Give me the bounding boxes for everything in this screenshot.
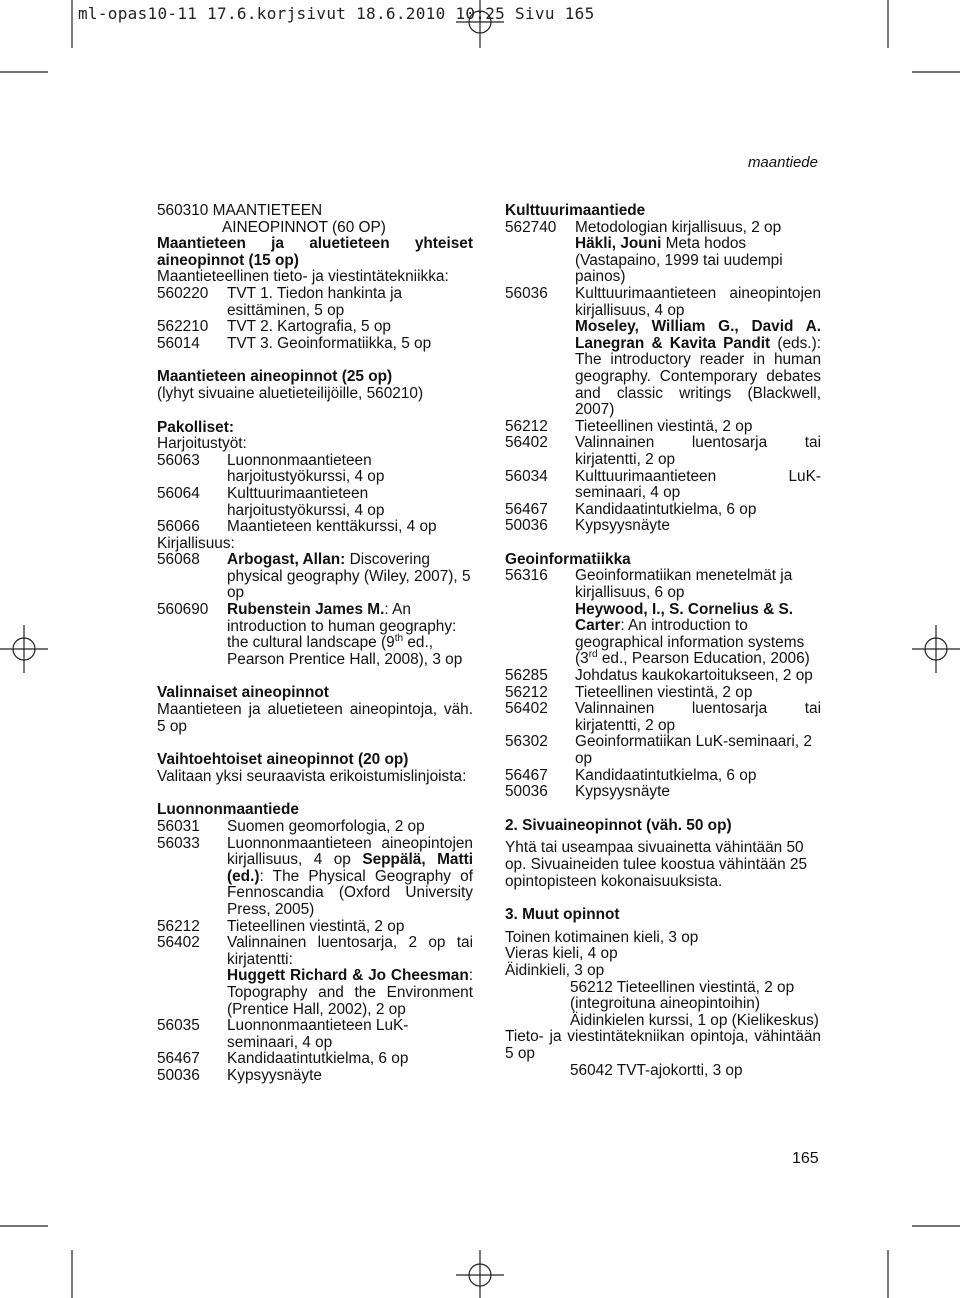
course-row: 56034 Kulttuurimaantieteen LuK-seminaari, 4 op — [505, 467, 821, 502]
luonnonmaantiede-heading: Luonnonmaantiede — [157, 801, 299, 819]
course-row: 50036 Kypsyysnäyte — [505, 783, 670, 801]
course-row: 56033 Luonnonmaantieteen aineopintojen kirjallisuus, 4 op Seppälä, Matti (ed.): The Physical Geography of Fennoscandia (Oxford University Press, 2005) — [157, 834, 473, 918]
left-column — [157, 203, 473, 1085]
muut-item: Tieto- ja viestintätekniikan opintoja, vähintään 5 op — [505, 1028, 821, 1062]
muut-subitem: 56042 TVT-ajokortti, 3 op — [570, 1061, 743, 1079]
course-row: 56035 Luonnonmaantieteen LuK-seminaari, 4 op — [157, 1017, 409, 1051]
course-row: 56064 Kulttuurimaantieteen harjoitustyökurssi, 4 op — [157, 484, 385, 519]
course-row: 562210 TVT 2. Kartografia, 5 op — [157, 318, 391, 336]
muut-item: Vieras kieli, 4 op — [505, 945, 618, 963]
course-row: 56068 Arbogast, Allan: Discovering physical geography (Wiley, 2007), 5 op — [157, 551, 471, 602]
sivuaineopinnot-text: Yhtä tai useampaa sivuainetta vähintään 50 op. Sivuaineiden tulee koostua vähintään 25 opintopisteen kokonaisuuksista. — [505, 839, 808, 890]
course-row: 56302 Geoinformatiikan LuK-seminaari, 2 op — [505, 733, 812, 767]
course-row: 56467 Kandidaatintutkielma, 6 op — [505, 500, 757, 518]
registration-mark-right — [912, 625, 960, 673]
right-column — [505, 203, 821, 1079]
course-row: 562740 Metodologian kirjallisuus, 2 op Häkli, Jouni Meta hodos (Vastapaino, 1999 tai uudempi painos) — [505, 218, 783, 286]
harjoitustyot-label: Harjoitustyöt: — [157, 435, 247, 453]
course-row: 56285 Johdatus kaukokartoitukseen, 2 op — [505, 667, 813, 685]
course-row: 56036 Kulttuurimaantieteen aineopintojen kirjallisuus, 4 op Moseley, William G., David A. Lanegran & Kavita Pandit (eds.): The introductory reader in human geography. Contemporary debates and classic writings (Blackwell, 2007) — [505, 284, 821, 419]
course-row: 56467 Kandidaatintutkielma, 6 op — [157, 1050, 409, 1068]
geoinformatiikka-heading: Geoinformatiikka — [505, 550, 631, 568]
muut-item: Äidinkieli, 3 op — [505, 961, 605, 979]
vaihtoehtoiset-subheading: Valitaan yksi seuraavista erikoistumislinjoista: — [157, 767, 467, 785]
course-row: 56066 Maantieteen kenttäkurssi, 4 op — [157, 518, 437, 536]
course-row: 56212 Tieteellinen viestintä, 2 op — [505, 683, 753, 701]
section-title: 560310 MAANTIETEEN AINEOPINNOT (60 OP) — [157, 202, 386, 236]
course-row: 56031 Suomen geomorfologia, 2 op — [157, 818, 425, 835]
course-row: 56467 Kandidaatintutkielma, 6 op — [505, 766, 757, 784]
course-row: 560690 Rubenstein James M.: An introduction to human geography: the cultural landscape (9th ed., Pearson Prentice Hall, 2008), 3 op — [157, 601, 463, 668]
course-row: 560220 TVT 1. Tiedon hankinta ja esittäminen, 5 op — [157, 284, 403, 319]
course-row: 56316 Geoinformatiikan menetelmät ja kirjallisuus, 6 op Heywood, I., S. Cornelius & S. Carter: An introduction to geographical information systems (3rd ed., Pearson Education, 2006) — [505, 567, 810, 668]
valinnaiset-text: Maantieteen ja aluetieteen aineopintoja, väh. 5 op — [157, 701, 473, 735]
course-row: 56014 TVT 3. Geoinformatiikka, 5 op — [157, 334, 432, 352]
course-row: 50036 Kypsyysnäyte — [157, 1066, 322, 1084]
kirjallisuus-label: Kirjallisuus: — [157, 534, 235, 552]
course-row: 56063 Luonnonmaantieteen harjoitustyökurssi, 4 op — [157, 451, 385, 486]
muut-subitem: 56212 Tieteellinen viestintä, 2 op (integroituna aineopintoihin) — [570, 978, 795, 1013]
kulttuurimaantiede-heading: Kulttuurimaantiede — [505, 202, 646, 219]
muut-subitem: Äidinkielen kurssi, 1 op (Kielikeskus) — [570, 1011, 819, 1029]
yhteiset-heading: Maantieteen ja aluetieteen yhteiset aineopinnot (15 op) — [157, 235, 473, 269]
yhteiset-subheading: Maantieteellinen tieto- ja viestintätekniikka: — [157, 268, 449, 286]
registration-mark-left — [0, 625, 48, 673]
course-row: 56212 Tieteellinen viestintä, 2 op — [157, 917, 405, 935]
aineopinnot-heading: Maantieteen aineopinnot (25 op) — [157, 368, 393, 386]
course-row: 56212 Tieteellinen viestintä, 2 op — [505, 417, 753, 435]
print-slug: ml-opas10-11 17.6.korjsivut 18.6.2010 10:25 Sivu 165 — [78, 4, 595, 23]
muut-item: Toinen kotimainen kieli, 3 op — [505, 928, 699, 946]
aineopinnot-subheading: (lyhyt sivuaine aluetieteilijöille, 560210) — [157, 384, 424, 402]
course-row: 56402 Valinnainen luentosarja tai kirjatentti, 2 op — [505, 434, 821, 468]
running-head: maantiede — [747, 154, 818, 171]
sivuaineopinnot-heading: 2. Sivuaineopinnot (väh. 50 op) — [505, 816, 732, 834]
muut-opinnot-heading: 3. Muut opinnot — [505, 906, 620, 924]
registration-mark-bottom — [456, 1250, 504, 1298]
pakolliset-heading: Pakolliset: — [157, 418, 234, 436]
course-row: 56402 Valinnainen luentosarja tai kirjatentti, 2 op — [505, 700, 821, 734]
course-row: 56402 Valinnainen luentosarja, 2 op tai kirjatentti: Huggett Richard & Jo Cheesman: Topography and the Environment (Prentice Hall, 2002), 2 op — [157, 934, 473, 1018]
vaihtoehtoiset-heading: Vaihtoehtoiset aineopinnot (20 op) — [157, 751, 409, 769]
valinnaiset-heading: Valinnaiset aineopinnot — [157, 684, 329, 702]
page-number: 165 — [792, 1150, 819, 1167]
course-row: 50036 Kypsyysnäyte — [505, 517, 670, 535]
